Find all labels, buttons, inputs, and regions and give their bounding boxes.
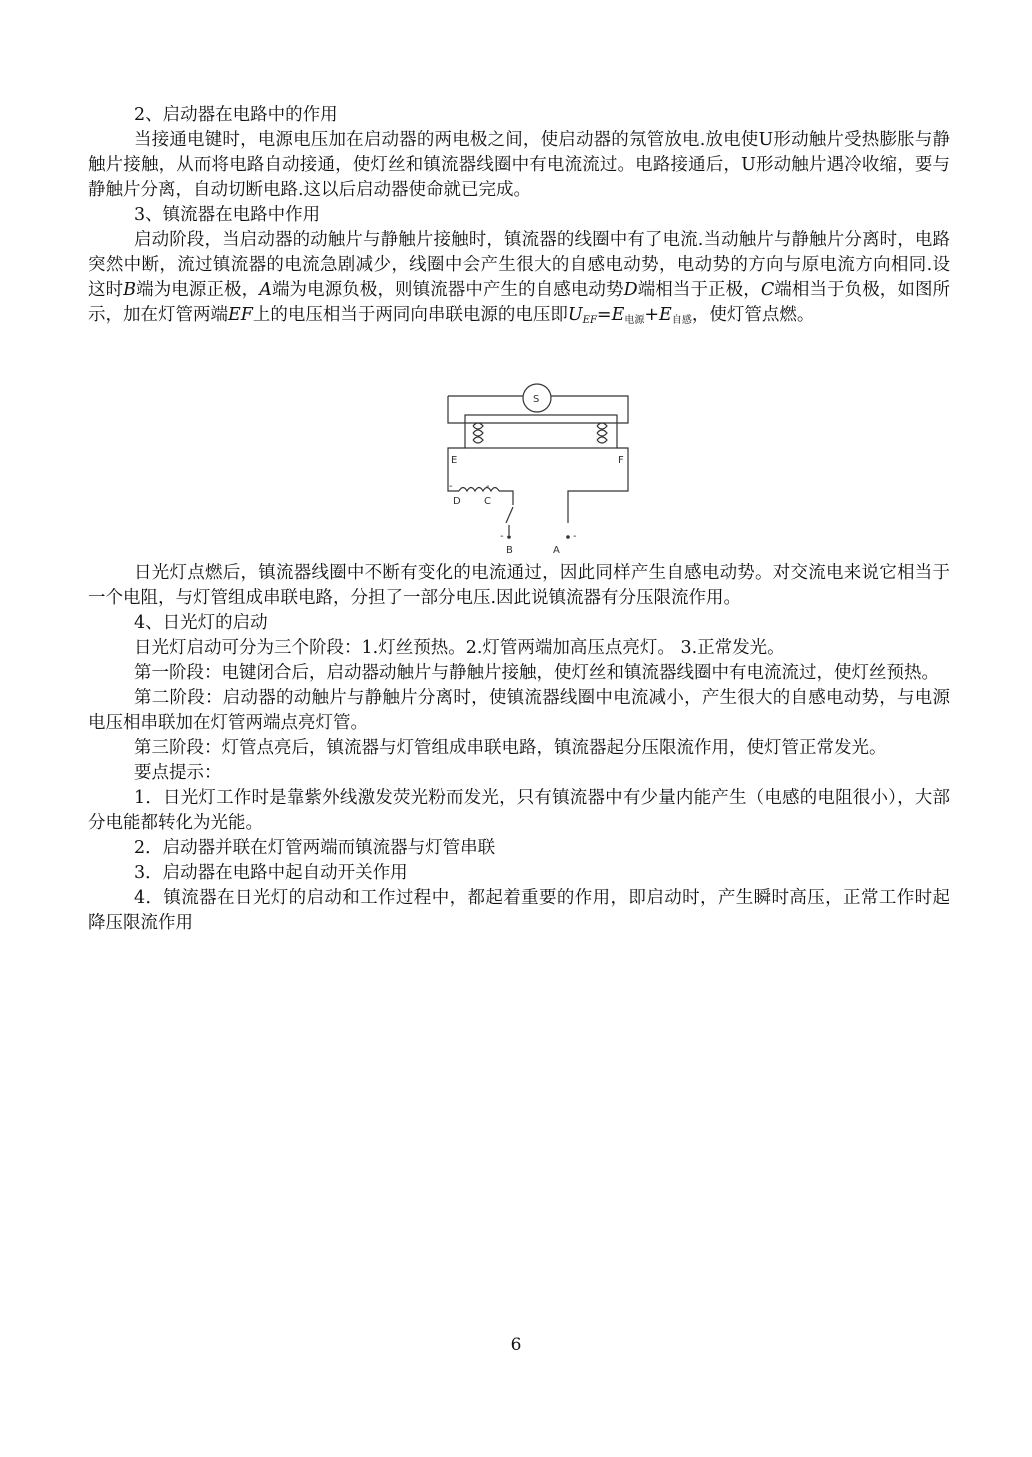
label-d: D [453, 496, 461, 507]
key-point-3: 3．启动器在电路中起自动开关作用 [134, 863, 408, 883]
ballast-coil [459, 488, 499, 492]
ballast-wire [499, 491, 513, 505]
minus-mid: - [486, 481, 490, 492]
paragraph-stage-two: 第二阶段：启动器的动触片与静触片分离时，使镇流器线圈中电流减小，产生很大的自感电动势，与电源电压相串联加在灯管两端点亮灯管。 [88, 688, 950, 733]
heading-ballast-role: 3、镇流器在电路中作用 [134, 205, 321, 225]
paragraph-after-ignition: 日光灯点燃后，镇流器线圈中不断有变化的电流通过，因此同样产生自感电动势。对交流电来说它相当于一个电阻，与灯管组成串联电路，分担了一部分电压.因此说镇流器有分压限流作用。 [88, 563, 950, 608]
label-c: C [484, 496, 491, 507]
page-number: 6 [510, 1335, 522, 1355]
terminal-b [507, 535, 511, 539]
heading-startup: 4、日光灯的启动 [134, 613, 268, 633]
switch-blade [506, 507, 513, 523]
label-a: A [553, 545, 560, 556]
label-e: E [451, 455, 458, 466]
paragraph-stage-three: 第三阶段：灯管点亮后，镇流器与灯管组成串联电路，镇流器起分压限流作用，使灯管正常发光。 [134, 738, 887, 758]
voltage-formula: $U_{EF}=E_{电源}+E_{自感}$ [567, 305, 692, 326]
right-filament [597, 423, 607, 443]
minus-a: - [573, 531, 577, 542]
paragraph-stage-one: 第一阶段：电键闭合后，启动器动触片与静触片接触，使灯丝和镇流器线圈中有电流流过，使灯丝预热。 [134, 663, 939, 683]
label-b: B [506, 545, 513, 556]
minus-left: - [449, 481, 453, 492]
heading-starter-role: 2、启动器在电路中的作用 [134, 105, 338, 125]
lamp-tube [465, 415, 617, 448]
key-point-4: 4．镇流器在日光灯的启动和工作过程中，都起着重要的作用，即启动时，产生瞬时高压，正常工作时起降压限流作用 [88, 888, 950, 933]
fluorescent-lamp-circuit-diagram [440, 383, 640, 558]
paragraph-three-stages: 日光灯启动可分为三个阶段：1.灯丝预热。2.灯管两端加高压点亮灯。 3.正常发光。 [134, 638, 785, 658]
text-block-lower [88, 561, 950, 936]
terminal-a [566, 535, 570, 539]
left-filament [473, 423, 483, 443]
heading-key-points: 要点提示： [134, 763, 222, 783]
text-block-upper [88, 103, 950, 333]
label-f: F [618, 455, 624, 466]
starter-label: S [533, 394, 540, 405]
key-point-2: 2．启动器并联在灯管两端而镇流器与灯管串联 [134, 838, 496, 858]
key-point-1: 1．日光灯工作时是靠紫外线激发荧光粉而发光，只有镇流器中有少量内能产生（电感的电阻很小），大部分电能都转化为光能。 [88, 788, 950, 833]
paragraph-starter-function: 当接通电键时，电源电压加在启动器的两电极之间，使启动器的氖管放电.放电使U形动触片受热膨胀与静触片接触，从而将电路自动接通，使灯丝和镇流器线圈中有电流流过。电路接通后，U形动触片遇冷收缩，要与静触片分离，自动切断电路.这以后启动器使命就已完成。 [88, 130, 950, 200]
paragraph-ballast-function: 启动阶段，当启动器的动触片与静触片接触时，镇流器的线圈中有了电流.当动触片与静触片分离时，电路突然中断，流过镇流器的电流急剧减少，线圈中会产生很大的自感电动势，电动势的方向与原电流方向相同.设这时B端为电源正极，A端为电源负极，则镇流器中产生的自感电动势D端相当于正极，C端相当于负极，如图所示，加在灯管两端EF上的电压相当于两同向串联电源的电压即$U_{EF}=E_{电源}+E_{自感}$，使灯管点燃。 [88, 230, 951, 326]
minus-b: - [500, 531, 504, 542]
